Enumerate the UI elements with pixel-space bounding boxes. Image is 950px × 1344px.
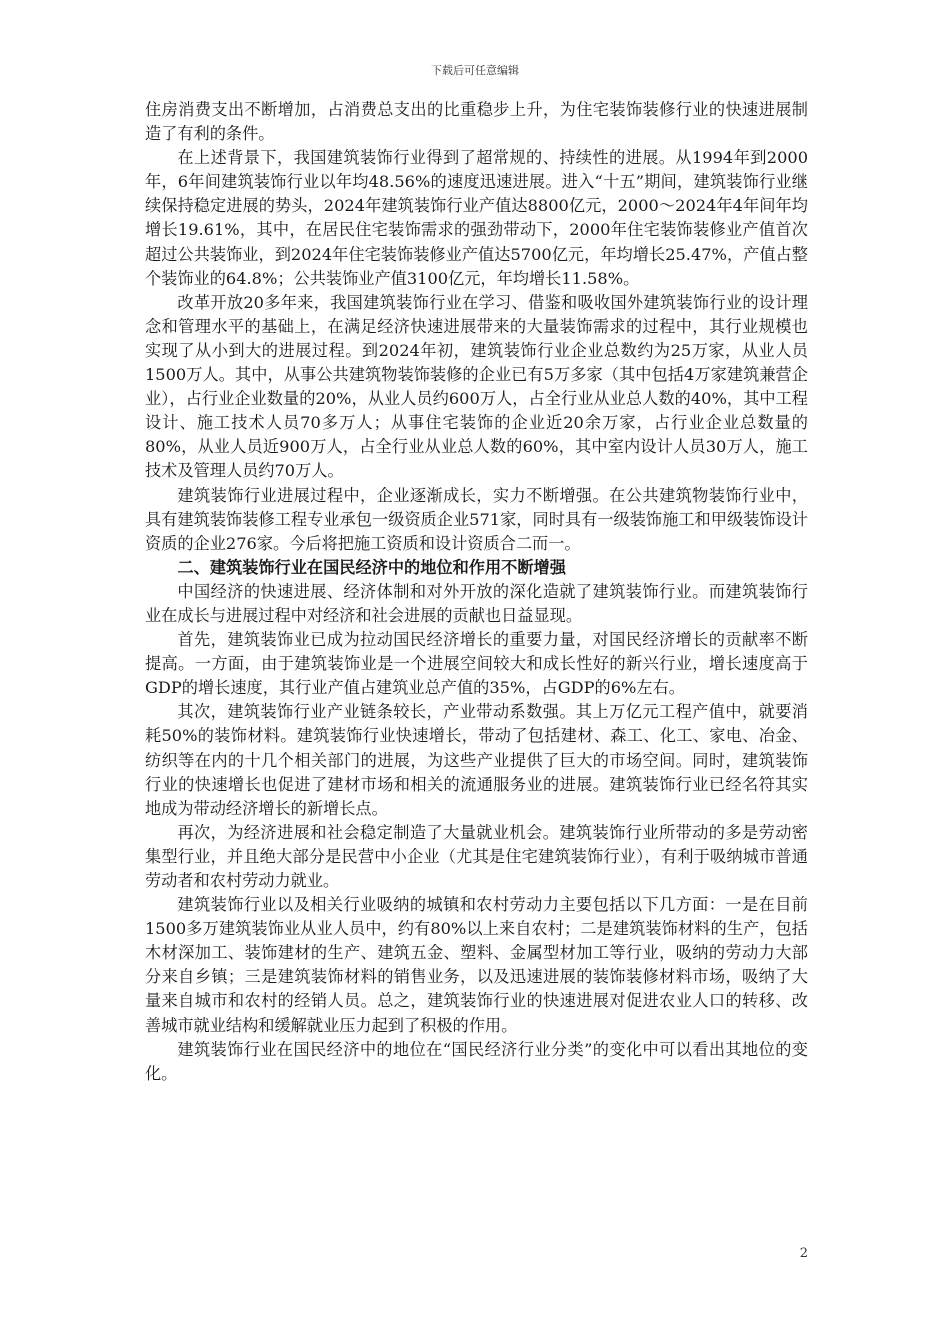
document-body: [145, 98, 808, 1086]
paragraph: 在上述背景下，我国建筑装饰行业得到了超常规的、持续性的进展。从1994年到2000年，6年间建筑装饰行业以年均48.56%的速度迅速进展。进入“十五”期间，建筑装饰行业继续保持稳定进展的势头，2024年建筑装饰行业产值达8800亿元，2000～2024年4年间年均增长19.61%，其中，在居民住宅装饰需求的强劲带动下，2000年住宅装饰装修业产值首次超过公共装饰业，到2024年住宅装饰装修业产值达5700亿元，年均增长25.47%，产值占整个装饰业的64.8%；公共装饰业产值3100亿元，年均增长11.58%。: [145, 148, 808, 288]
paragraph: 改革开放20多年来，我国建筑装饰行业在学习、借鉴和吸收国外建筑装饰行业的设计理念和管理水平的基础上，在满足经济快速进展带来的大量装饰需求的过程中，其行业规模也实现了从小到大的进展过程。到2024年初，建筑装饰行业企业总数约为25万家，从业人员1500万人。其中，从事公共建筑物装饰装修的企业已有5万多家（其中包括4万家建筑兼营企业），占行业企业数量的20%，从业人员约600万人，占全行业从业总人数的40%，其中工程设计、施工技术人员70多万人；从事住宅装饰的企业近20余万家，占行业企业总数量的80%，从业人员近900万人，占全行业从业总人数的60%，其中室内设计人员30万人，施工技术及管理人员约70万人。: [145, 292, 808, 481]
paragraph: 其次，建筑装饰行业产业链条较长，产业带动系数强。其上万亿元工程产值中，就要消耗50%的装饰材料。建筑装饰行业快速增长，带动了包括建材、森工、化工、家电、冶金、纺织等在内的十几个相关部门的进展，为这些产业提供了巨大的市场空间。同时，建筑装饰行业的快速增长也促进了建材市场和相关的流通服务业的进展。建筑装饰行业已经名符其实地成为带动经济增长的新增长点。: [145, 702, 808, 818]
page-number: 2: [799, 1246, 808, 1261]
page-header: 下载后可任意编辑: [431, 64, 519, 77]
section-heading: 二、建筑装饰行业在国民经济中的地位和作用不断增强: [177, 557, 566, 577]
paragraph: 建筑装饰行业在国民经济中的地位在“国民经济行业分类”的变化中可以看出其地位的变化。: [145, 1039, 808, 1083]
paragraph: 中国经济的快速进展、经济体制和对外开放的深化造就了建筑装饰行业。而建筑装饰行业在成长与进展过程中对经济和社会进展的贡献也日益显现。: [145, 581, 808, 625]
paragraph: 建筑装饰行业以及相关行业吸纳的城镇和农村劳动力主要包括以下几方面：一是在目前1500多万建筑装饰业从业人员中，约有80%以上来自农村；二是建筑装饰材料的生产，包括木材深加工、装饰建材的生产、建筑五金、塑料、金属型材加工等行业，吸纳的劳动力大部分来自乡镇；三是建筑装饰材料的销售业务，以及迅速进展的装饰装修材料市场，吸纳了大量来自城市和农村的经销人员。总之，建筑装饰行业的快速进展对促进农业人口的转移、改善城市就业结构和缓解就业压力起到了积极的作用。: [145, 895, 808, 1035]
paragraph: 首先，建筑装饰业已成为拉动国民经济增长的重要力量，对国民经济增长的贡献率不断提高。一方面，由于建筑装饰业是一个进展空间较大和成长性好的新兴行业，增长速度高于GDP的增长速度，其行业产值占建筑业总产值的35%，占GDP的6%左右。: [145, 630, 808, 698]
paragraph: 再次，为经济进展和社会稳定制造了大量就业机会。建筑装饰行业所带动的多是劳动密集型行业，并且绝大部分是民营中小企业（尤其是住宅建筑装饰行业），有利于吸纳城市普通劳动者和农村劳动力就业。: [145, 822, 808, 890]
paragraph: 住房消费支出不断增加，占消费总支出的比重稳步上升，为住宅装饰装修行业的快速进展制造了有利的条件。: [145, 100, 808, 144]
paragraph: 建筑装饰行业进展过程中，企业逐渐成长，实力不断增强。在公共建筑物装饰行业中，具有建筑装饰装修工程专业承包一级资质企业571家，同时具有一级装饰施工和甲级装饰设计资质的企业276家。今后将把施工资质和设计资质合二而一。: [145, 485, 808, 553]
